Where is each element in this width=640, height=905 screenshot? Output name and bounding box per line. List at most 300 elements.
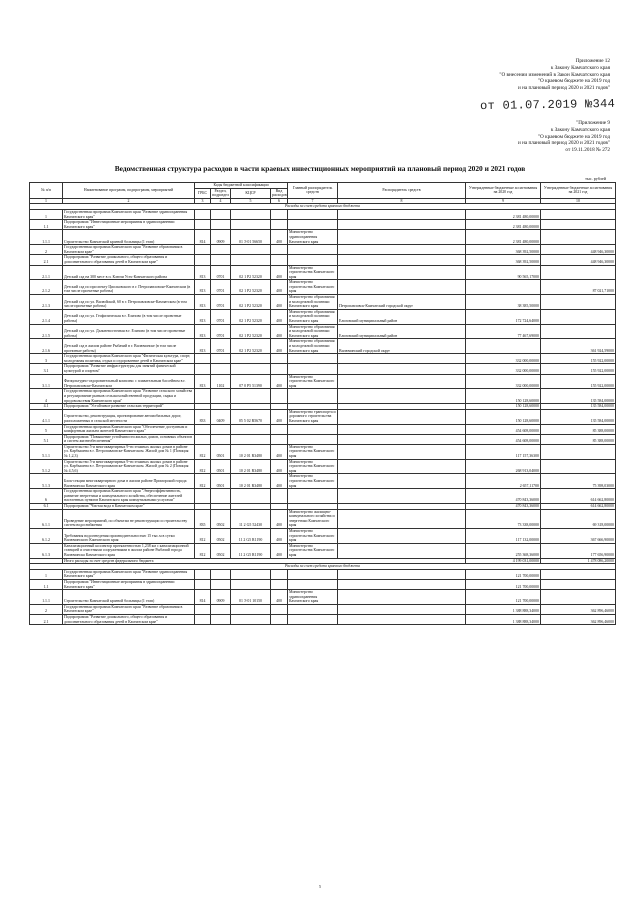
cell-sum-2020: 77 467,69000 xyxy=(466,324,541,339)
cell-recipient xyxy=(338,604,466,614)
cell-name: Государственная программа Камчатского края "Развитие образования в Камчатском крае" xyxy=(63,604,195,614)
cell-rzpr xyxy=(211,255,231,265)
table-row xyxy=(30,604,616,614)
cell-admin: Министерство образования и молодежной политики Камчатского края xyxy=(288,295,338,310)
cell-recipient xyxy=(338,409,466,424)
cell-sum-2020: 4 199 031,00000 xyxy=(466,558,541,564)
cell-rzpr xyxy=(211,389,231,404)
cell-sum-2021 xyxy=(541,569,616,579)
cell-rzpr: 0502 xyxy=(211,509,231,528)
cell-vr xyxy=(271,424,288,434)
cell-num: 2.1.1 xyxy=(30,265,63,280)
cell-num: 1 xyxy=(30,209,63,219)
cell-name: Требования водоотведения производительностью 15 тыс.м в сутки Вилючинского Камчатского края xyxy=(63,528,195,543)
cell-vr: 400 xyxy=(271,280,288,295)
cell-sum-2021 xyxy=(541,590,616,605)
page-number: 5 xyxy=(319,884,321,889)
header-line: "О краевом бюджете на 2019 год xyxy=(537,133,610,140)
header-line: к Закону Камчатского края xyxy=(550,64,610,71)
appendix-header-previous xyxy=(410,120,610,154)
cell-rzpr: 0909 xyxy=(211,590,231,605)
col-header-codes: Коды бюджетной классификации xyxy=(195,183,288,189)
cell-ksr xyxy=(231,245,271,255)
cell-ksr: 02 1 Р2 52320 xyxy=(231,265,271,280)
cell-admin: Министерство строительства Камчатского края xyxy=(288,528,338,543)
cell-ksr: 01 Э 01 56650 xyxy=(231,230,271,245)
cell-ksr: 10 2 01 R3480 xyxy=(231,474,271,489)
cell-ksr: 10 2 01 R3480 xyxy=(231,444,271,459)
cell-sum-2020: 454 608,00000 xyxy=(466,424,541,434)
cell-admin: Министерство строительства Камчатского края xyxy=(288,474,338,489)
col-header-num: № п/п xyxy=(30,183,63,199)
cell-grbs xyxy=(195,364,211,374)
cell-ksr: 02 1 Р2 52320 xyxy=(231,295,271,310)
cell-grbs: 812 xyxy=(195,543,211,558)
cell-sum-2021: 87 021,71000 xyxy=(541,280,616,295)
cell-admin: Министерство здравоохранения Камчатского края xyxy=(288,230,338,245)
cell-name: Детский сад по ул. Вилюйской, 60 в г. Петропавловске-Камчатском (в том числе проектные работы) xyxy=(63,295,195,310)
cell-name: Строительство 5-и многоквартирных 9-ти этажных жилых домов в районе ул. Карбышева в г. Петропавловске-Камчатском. Жилой дом № 2 (Позиция № 4,5,6) xyxy=(63,459,195,474)
cell-rzpr xyxy=(211,489,231,504)
cell-rzpr xyxy=(211,434,231,444)
cell-admin: Министерство образования и молодежной политики Камчатского края xyxy=(288,309,338,324)
cell-rzpr xyxy=(211,354,231,364)
cell-rzpr: 0502 xyxy=(211,528,231,543)
cell-ksr: 02 1 Р2 52320 xyxy=(231,339,271,354)
cell-ksr xyxy=(231,389,271,404)
cell-admin: Министерство строительства Камчатского края xyxy=(288,459,338,474)
cell-recipient xyxy=(338,209,466,219)
table-row xyxy=(30,295,616,310)
cell-sum-2020: 2 657,11700 xyxy=(466,474,541,489)
cell-recipient: Елизовский муниципальный район xyxy=(338,324,466,339)
cell-name: Государственная программа Камчатского края "Развитие здравоохранения Камчатского края" xyxy=(63,209,195,219)
cell-sum-2021 xyxy=(541,230,616,245)
cell-admin: Министерство образования и молодежной политики Камчатского края xyxy=(288,339,338,354)
table-row xyxy=(30,220,616,230)
cell-name: Строительство Камчатской краевой больницы (1 этап) xyxy=(63,590,195,605)
cell-recipient xyxy=(338,434,466,444)
cell-sum-2020: 454 608,00000 xyxy=(466,434,541,444)
cell-vr: 400 xyxy=(271,409,288,424)
column-number: 5 xyxy=(231,198,271,204)
table-row xyxy=(30,389,616,404)
cell-rzpr: 0701 xyxy=(211,339,231,354)
cell-rzpr: 0701 xyxy=(211,324,231,339)
cell-num: 5.1.1 xyxy=(30,444,63,459)
cell-vr: 400 xyxy=(271,230,288,245)
cell-recipient xyxy=(338,474,466,489)
cell-name: Государственная программа Камчатского края "Развитие образования в Камчатском крае" xyxy=(63,245,195,255)
cell-admin xyxy=(288,579,338,589)
cell-name: Подпрограмма "Развитие дошкольного, общего образования и дополнительного образования детей в Камчатском крае" xyxy=(63,615,195,625)
cell-name: Физкультурно-оздоровительный комплекс с плавательным бассейном в г. Петропавловске-Камчатском xyxy=(63,374,195,389)
cell-sum-2021: 85 388,00000 xyxy=(541,434,616,444)
cell-admin: Министерство жилищно-коммунального хозяйства и энергетики Камчатского края xyxy=(288,509,338,528)
column-number: 8 xyxy=(338,198,466,204)
cell-sum-2021 xyxy=(541,265,616,280)
cell-ksr: 02 1 Р2 52320 xyxy=(231,309,271,324)
cell-num: 1.1 xyxy=(30,579,63,589)
cell-admin xyxy=(288,424,338,434)
cell-rzpr xyxy=(211,579,231,589)
cell-sum-2020: 470 843,36000 xyxy=(466,504,541,510)
cell-recipient xyxy=(338,374,466,389)
cell-rzpr xyxy=(211,245,231,255)
header-line: и на плановый период 2020 и 2021 годов" xyxy=(518,140,610,147)
cell-admin xyxy=(288,489,338,504)
table-row xyxy=(30,509,616,528)
cell-vr: 400 xyxy=(271,444,288,459)
cell-ksr xyxy=(231,255,271,265)
cell-grbs xyxy=(195,220,211,230)
cell-sum-2021: 155 922,00000 xyxy=(541,374,616,389)
cell-grbs xyxy=(195,245,211,255)
cell-admin xyxy=(288,220,338,230)
cell-ksr xyxy=(231,569,271,579)
cell-name: Детский сад в жилом районе Рыбачий в г. Вилючинске (в том числе проектные работы) xyxy=(63,339,195,354)
cell-sum-2020: 2 381 480,00000 xyxy=(466,209,541,219)
cell-recipient: Вилючинский городской округ xyxy=(338,339,466,354)
cell-grbs: 813 xyxy=(195,374,211,389)
cell-recipient xyxy=(338,354,466,364)
cell-sum-2021: 367 666,90000 xyxy=(541,528,616,543)
cell-num: 4 xyxy=(30,389,63,404)
col-header-ksr: КЦСР xyxy=(231,188,271,198)
column-number: 6 xyxy=(271,198,288,204)
cell-rzpr: 0501 xyxy=(211,474,231,489)
cell-sum-2020: 2 381 480,00000 xyxy=(466,230,541,245)
cell-ksr: 07 0 P5 51390 xyxy=(231,374,271,389)
cell-vr xyxy=(271,434,288,444)
table-row xyxy=(30,543,616,558)
cell-vr: 400 xyxy=(271,339,288,354)
cell-num: 6.1 xyxy=(30,504,63,510)
cell-rzpr xyxy=(211,209,231,219)
cell-ksr xyxy=(231,364,271,374)
col-header-vr: Вид расходов xyxy=(272,188,287,198)
cell-rzpr: 0501 xyxy=(211,444,231,459)
cell-grbs: 813 xyxy=(195,339,211,354)
cell-grbs: 812 xyxy=(195,474,211,489)
cell-recipient xyxy=(338,265,466,280)
cell-ksr xyxy=(231,354,271,364)
cell-ksr xyxy=(231,424,271,434)
cell-admin: Министерство строительства Камчатского края xyxy=(288,265,338,280)
cell-ksr: 11 2 G5 R1190 xyxy=(231,543,271,558)
cell-sum-2021 xyxy=(541,209,616,219)
cell-sum-2021 xyxy=(541,324,616,339)
cell-sum-2021: 69 318,00000 xyxy=(541,509,616,528)
cell-sum-2021: 135 584,00000 xyxy=(541,409,616,424)
cell-vr xyxy=(271,255,288,265)
cell-ksr xyxy=(231,220,271,230)
table-row xyxy=(30,364,616,374)
cell-rzpr: 0501 xyxy=(211,459,231,474)
table-header-row xyxy=(30,183,616,189)
cell-recipient xyxy=(338,459,466,474)
cell-sum-2020: 470 843,36000 xyxy=(466,489,541,504)
cell-admin: Министерство строительства Камчатского края xyxy=(288,280,338,295)
cell-grbs xyxy=(195,424,211,434)
cell-rzpr xyxy=(211,220,231,230)
cell-name: Строительство, реконструкция, проектирование автомобильных дорог, расположенных в сельской местности xyxy=(63,409,195,424)
table-row xyxy=(30,615,616,625)
cell-vr: 400 xyxy=(271,309,288,324)
cell-vr xyxy=(271,389,288,404)
cell-rzpr: 0909 xyxy=(211,230,231,245)
cell-rzpr: 0701 xyxy=(211,265,231,280)
col-header-recipient: Распорядитель средств xyxy=(338,183,466,199)
cell-name: Подпрограмма "Инвестиционные мероприятия в здравоохранении Камчатского края" xyxy=(63,579,195,589)
cell-ksr: 01 Э 01 10150 xyxy=(231,590,271,605)
cell-rzpr: 1102 xyxy=(211,374,231,389)
table-row xyxy=(30,528,616,543)
cell-admin xyxy=(288,604,338,614)
cell-sum-2020: 90 565,17000 xyxy=(466,265,541,280)
cell-grbs: 814 xyxy=(195,230,211,245)
table-row xyxy=(30,444,616,459)
table-row xyxy=(30,245,616,255)
cell-grbs: 812 xyxy=(195,459,211,474)
cell-sum-2021 xyxy=(541,444,616,459)
cell-num: 2 xyxy=(30,245,63,255)
cell-sum-2020: 332 000,00000 xyxy=(466,374,541,389)
cell-admin: Министерство строительства Камчатского края xyxy=(288,543,338,558)
cell-vr xyxy=(271,209,288,219)
cell-name: Строительство Камчатской краевой больницы (1 этап) xyxy=(63,230,195,245)
section-heading: Расходы за счет средств краевого бюджета xyxy=(30,204,616,210)
cell-name: Детский сад по ул. Геофизическая в г. Елизово (в том числе проектные работы) xyxy=(63,309,195,324)
cell-name: Канализационный коллектор протяженностью 1,238 км с канализационной станцией и очистными сооружениями в жилом районе Рыбачий города Вилючинска Камчатского края xyxy=(63,543,195,558)
cell-num: 4.1.1 xyxy=(30,409,63,424)
cell-ksr: 05 5 02 R5670 xyxy=(231,409,271,424)
cell-num: 5 xyxy=(30,424,63,434)
cell-recipient xyxy=(338,528,466,543)
cell-num: 6.1.2 xyxy=(30,528,63,543)
cell-sum-2020: 121 700,00000 xyxy=(466,590,541,605)
cell-sum-2020: 1 388 888,34000 xyxy=(466,604,541,614)
table-row xyxy=(30,474,616,489)
table-row xyxy=(30,579,616,589)
cell-name: Государственная программа Камчатского края "Развитие сельского хозяйства и регулирование рынков сельскохозяйственной продукции, сырья и продовольствия Камчатского края" xyxy=(63,389,195,404)
cell-vr xyxy=(271,569,288,579)
cell-sum-2020: 117 157,36300 xyxy=(466,444,541,459)
cell-sum-2020: 121 700,00000 xyxy=(466,579,541,589)
cell-grbs xyxy=(195,615,211,625)
cell-name: Подпрограмма "Чистая вода в Камчатском крае" xyxy=(63,504,195,510)
cell-grbs: 812 xyxy=(195,528,211,543)
table-row xyxy=(30,489,616,504)
expenditure-table xyxy=(29,182,616,625)
cell-sum-2021: 448 946,30000 xyxy=(541,255,616,265)
cell-vr: 400 xyxy=(271,474,288,489)
header-line: от 19.11.2018 № 272 xyxy=(565,147,610,154)
cell-num: 2.1.3 xyxy=(30,295,63,310)
cell-vr xyxy=(271,364,288,374)
cell-grbs: 813 xyxy=(195,324,211,339)
col-header-2021: Утвержденные бюджетные ассигнования на 2021 год xyxy=(541,183,616,199)
cell-grbs xyxy=(195,255,211,265)
cell-sum-2021: 448 946,30000 xyxy=(541,245,616,255)
cell-sum-2021: 362 896,46000 xyxy=(541,615,616,625)
cell-name: Государственная программа Камчатского края "Физическая культура, спорт, молодежная политика, отдых и оздоровление детей в Камчатском крае" xyxy=(63,354,195,364)
column-number: 2 xyxy=(63,198,195,204)
table-row xyxy=(30,354,616,364)
cell-admin xyxy=(288,569,338,579)
header-line: "О краевом бюджете на 2019 год xyxy=(537,78,610,85)
cell-vr: 400 xyxy=(271,543,288,558)
cell-admin: Министерство строительства Камчатского края xyxy=(288,444,338,459)
cell-grbs: 813 xyxy=(195,280,211,295)
cell-num: 6.1.1 xyxy=(30,509,63,528)
cell-recipient xyxy=(338,509,466,528)
cell-ksr xyxy=(231,604,271,614)
column-number: 7 xyxy=(288,198,338,204)
col-header-name: Наименование программ, подпрограмм, мероприятий xyxy=(63,183,195,199)
table-row xyxy=(30,459,616,474)
cell-sum-2021: 75 398,03000 xyxy=(541,474,616,489)
column-number: 10 xyxy=(541,198,616,204)
table-row xyxy=(30,255,616,265)
cell-rzpr: 0409 xyxy=(211,409,231,424)
cell-sum-2020: 332 000,00000 xyxy=(466,354,541,364)
table-row xyxy=(30,265,616,280)
table-row xyxy=(30,280,616,295)
cell-grbs: 813 xyxy=(195,265,211,280)
cell-name: Детский сад по проспекту Циолковского в г. Петропавловске-Камчатском (в том числе проектные работы) xyxy=(63,280,195,295)
cell-name: Государственная программа Камчатского края "Энергоэффективность, развитие энергетики и коммунального хозяйства, обеспечение жителей населенных пунктов Камчатского края коммунальными услугами" xyxy=(63,489,195,504)
cell-recipient: Елизовский муниципальный район xyxy=(338,309,466,324)
cell-admin xyxy=(288,255,338,265)
cell-sum-2021: 361 924,59000 xyxy=(541,339,616,354)
cell-admin xyxy=(288,434,338,444)
cell-recipient xyxy=(338,590,466,605)
table-row xyxy=(30,339,616,354)
cell-admin: Министерство образования и молодежной политики Камчатского края xyxy=(288,324,338,339)
cell-vr: 400 xyxy=(271,590,288,605)
cell-recipient xyxy=(338,424,466,434)
cell-name: Подпрограмма "Развитие инфраструктуры для занятий физической культурой и спортом" xyxy=(63,364,195,374)
section-heading: Расходы за счет средств краевого бюджета xyxy=(30,564,616,570)
cell-recipient xyxy=(338,444,466,459)
cell-grbs xyxy=(195,389,211,404)
cell-vr: 400 xyxy=(271,265,288,280)
cell-name: Блок-секции многоквартирного дома в жилом районе Приморский города Вилючинска Камчатского края xyxy=(63,474,195,489)
cell-recipient xyxy=(338,245,466,255)
cell-grbs xyxy=(195,489,211,504)
cell-sum-2020: 268 913,04000 xyxy=(466,459,541,474)
cell-sum-2020: 368 392,50000 xyxy=(466,255,541,265)
cell-ksr xyxy=(231,434,271,444)
cell-vr xyxy=(271,245,288,255)
cell-name: Подпрограмма "Устойчивое развитие сельских территорий" xyxy=(63,404,195,410)
cell-num: 3 xyxy=(30,354,63,364)
cell-name: Проведение мероприятий, по объектам не реконструкции и строительству систем водоснабжения xyxy=(63,509,195,528)
cell-num: 1.1.1 xyxy=(30,230,63,245)
cell-sum-2021: 85 388,00000 xyxy=(541,424,616,434)
column-number: 3 xyxy=(195,198,211,204)
cell-vr: 400 xyxy=(271,528,288,543)
cell-sum-2021: 177 656,90000 xyxy=(541,543,616,558)
cell-grbs: 814 xyxy=(195,590,211,605)
cell-vr xyxy=(271,604,288,614)
cell-recipient xyxy=(338,255,466,265)
cell-grbs xyxy=(195,604,211,614)
cell-admin: Министерство транспорта и дорожного строительства Камчатского края xyxy=(289,409,336,423)
document-title: Ведомственная структура расходов в части краевых инвестиционных мероприятий на плановый период 2020 и 2021 годов xyxy=(114,164,526,173)
cell-recipient: Петропавловск-Камчатский городской округ xyxy=(338,295,466,310)
cell-sum-2021: 1 478 086,20000 xyxy=(541,558,616,564)
cell-recipient xyxy=(338,543,466,558)
cell-recipient xyxy=(338,364,466,374)
cell-recipient xyxy=(338,489,466,504)
col-header-admin: Главный распорядитель средств xyxy=(288,183,338,199)
cell-grbs: 835 xyxy=(195,509,211,528)
cell-grbs xyxy=(195,434,211,444)
cell-sum-2020: 117 132,00000 xyxy=(466,528,541,543)
cell-rzpr: 0502 xyxy=(211,543,231,558)
cell-vr xyxy=(271,489,288,504)
cell-grbs: 812 xyxy=(195,444,211,459)
cell-admin: Министерство строительства Камчатского края xyxy=(288,374,338,389)
cell-num: 2.1.5 xyxy=(30,324,63,339)
cell-vr: 400 xyxy=(271,374,288,389)
cell-sum-2021: 135 584,00000 xyxy=(541,404,616,410)
cell-name: Детский сад по ул. Дальневосточная в г. Елизово (в том числе проектные работы) xyxy=(63,324,195,339)
cell-admin: Министерство здравоохранения Камчатского края xyxy=(288,590,338,605)
cell-num: 6 xyxy=(30,489,63,504)
cell-sum-2021: 362 896,46000 xyxy=(541,604,616,614)
cell-admin xyxy=(288,245,338,255)
cell-sum-2020: 73 338,00000 xyxy=(466,509,541,528)
cell-vr xyxy=(271,354,288,364)
cell-sum-2020: 150 128,60000 xyxy=(466,409,541,424)
cell-ksr xyxy=(231,615,271,625)
cell-vr xyxy=(271,579,288,589)
cell-recipient xyxy=(338,220,466,230)
cell-name: Государственная программа Камчатского края "Развитие здравоохранения Камчатского края" xyxy=(63,569,195,579)
cell-num: 1.1 xyxy=(30,220,63,230)
cell-sum-2020: 332 000,00000 xyxy=(466,364,541,374)
cell-ksr: 10 2 01 R3480 xyxy=(231,459,271,474)
cell-vr xyxy=(271,615,288,625)
cell-sum-2020: 121 700,00000 xyxy=(466,569,541,579)
cell-recipient xyxy=(338,579,466,589)
table-row xyxy=(30,434,616,444)
cell-admin xyxy=(288,389,338,404)
column-number: 1 xyxy=(30,198,63,204)
cell-num: 5.1 xyxy=(30,434,63,444)
cell-num: 2 xyxy=(30,604,63,614)
col-header-rzpr: Раздел, подраздел xyxy=(212,188,229,198)
cell-sum-2020: 2 381 480,00000 xyxy=(466,220,541,230)
cell-grbs xyxy=(195,579,211,589)
cell-rzpr: 0701 xyxy=(211,309,231,324)
cell-sum-2020: 1 388 888,34000 xyxy=(466,615,541,625)
cell-num: 2.1 xyxy=(30,255,63,265)
appendix-header xyxy=(350,58,610,92)
cell-num: 4.1 xyxy=(30,404,63,410)
col-header-grbs: ГРБС xyxy=(195,188,211,198)
cell-name: Детский сад на 300 мест в п. Ключи Усть-Камчатского района xyxy=(63,265,195,280)
cell-rzpr xyxy=(211,604,231,614)
cell-recipient xyxy=(338,230,466,245)
cell-rzpr xyxy=(211,569,231,579)
header-line: "О внесении изменений в Закон Камчатского края xyxy=(499,71,610,78)
cell-sum-2021: 614 662,80000 xyxy=(541,504,616,510)
cell-num: 2.1.4 xyxy=(30,309,63,324)
